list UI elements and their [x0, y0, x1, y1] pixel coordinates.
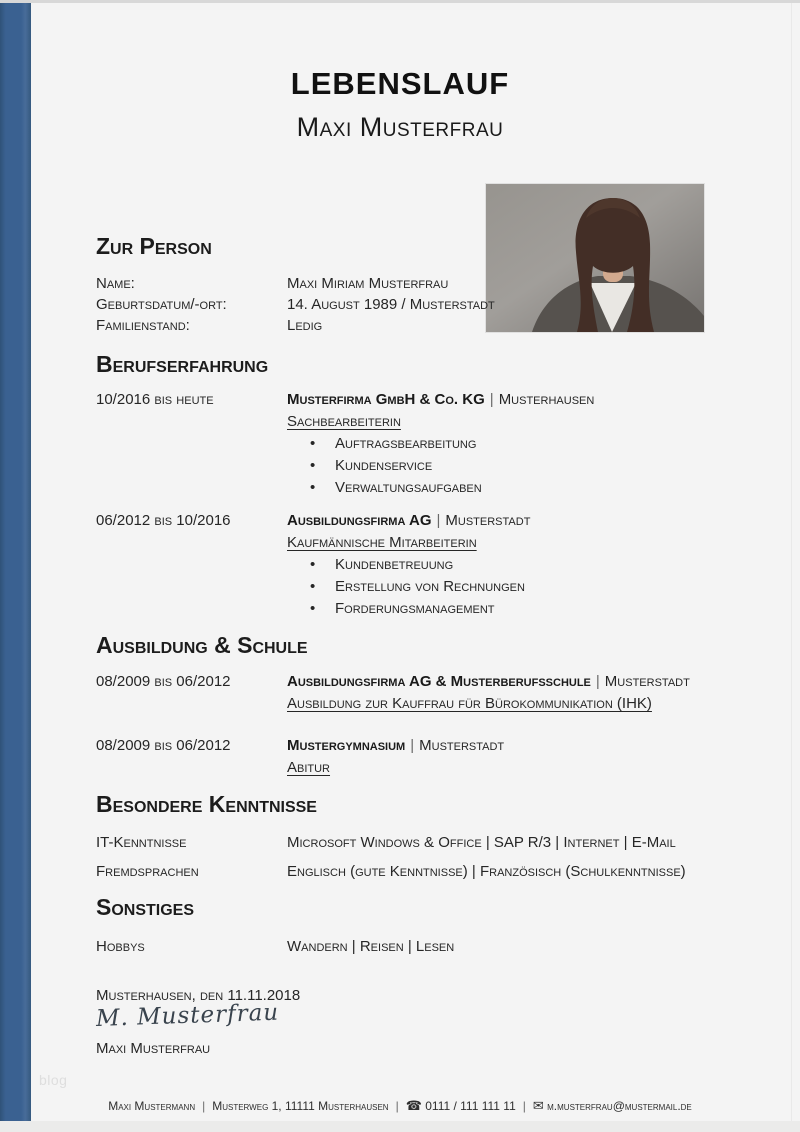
page-title: LEBENSLAUF [290, 66, 510, 101]
row-value: 14. August 1989 / Musterstadt [287, 296, 495, 313]
entry-role: Abitur [287, 759, 331, 776]
row-value: Microsoft Windows & Office | SAP R/3 | Internet | E-Mail [287, 834, 676, 851]
footer-address: Musterweg 1, 11111 Musterhausen [212, 1099, 389, 1113]
bullet-item: • Auftragsbearbeitung [287, 433, 756, 455]
section-heading-berufserfahrung: Berufserfahrung [96, 351, 269, 377]
entry-company: Ausbildungsfirma AG [287, 512, 432, 529]
signature-handwriting: M. Musterfrau [95, 999, 280, 1032]
misc-row-hobbys [96, 936, 756, 957]
entry-bullets [287, 433, 756, 499]
separator: | [522, 1099, 526, 1113]
envelope-icon: ✉ [532, 1098, 544, 1113]
entry-role: Ausbildung zur Kauffrau für Bürokommunikation (IHK) [287, 695, 652, 712]
section-heading-ausbildung: Ausbildung & Schule [96, 632, 308, 658]
row-label: Fremdsprachen [96, 863, 199, 880]
entry-details [287, 389, 756, 499]
bullet-item: • Kundenservice [287, 455, 756, 477]
entry-details [287, 735, 756, 779]
footer-email: m.musterfrau@mustermail.de [547, 1099, 692, 1113]
entry-company-line [287, 671, 756, 693]
main-content [96, 0, 756, 1132]
experience-entry-2 [96, 510, 756, 620]
page-right-edge [791, 3, 792, 1121]
phone-icon: ☎ [405, 1098, 422, 1113]
entry-company-line [287, 389, 756, 411]
education-entry-2 [96, 735, 756, 779]
entry-period: 10/2016 bis heute [96, 391, 214, 408]
separator: | [489, 391, 494, 408]
entry-period: 08/2009 bis 06/2012 [96, 737, 231, 754]
separator: | [595, 673, 600, 690]
separator: | [436, 512, 441, 529]
place-and-date: Musterhausen, den 11.11.2018 [96, 987, 301, 1004]
experience-entry-1 [96, 389, 756, 499]
entry-company: Ausbildungsfirma AG & Musterberufsschule [287, 673, 591, 690]
entry-details [287, 671, 756, 715]
section-heading-kenntnisse: Besondere Kenntnisse [96, 791, 317, 817]
bullet-item: • Kundenbetreuung [287, 554, 756, 576]
entry-role: Kaufmännische Mitarbeiterin [287, 534, 477, 551]
entry-period: 08/2009 bis 06/2012 [96, 673, 231, 690]
footer-phone: 0111 / 111 111 11 [425, 1099, 516, 1113]
bullet-item: • Verwaltungsaufgaben [287, 477, 756, 499]
separator: | [395, 1099, 399, 1113]
signature-printed-name: Maxi Musterfrau [96, 1040, 211, 1057]
bullet-item: • Forderungsmanagement [287, 598, 756, 620]
entry-location: Musterstadt [419, 737, 505, 754]
bullet-item: • Erstellung von Rechnungen [287, 576, 756, 598]
entry-company-line [287, 735, 756, 757]
education-entry-1 [96, 671, 756, 715]
row-value: Wandern | Reisen | Lesen [287, 938, 455, 955]
entry-role: Sachbearbeiterin [287, 413, 401, 430]
row-value: Englisch (gute Kenntnisse) | Französisch (Schulkenntnisse) [287, 863, 686, 880]
section-heading-sonstiges: Sonstiges [96, 894, 195, 920]
row-value: Maxi Miriam Musterfrau [287, 275, 449, 292]
blog-watermark: blog [39, 1072, 68, 1088]
row-label: Geburtsdatum/-ort: [96, 296, 227, 313]
separator: | [410, 737, 415, 754]
row-label: Familienstand: [96, 317, 190, 334]
accent-sidebar [0, 3, 31, 1121]
entry-bullets [287, 554, 756, 620]
row-value: Ledig [287, 317, 323, 334]
entry-details [287, 510, 756, 620]
entry-company-line [287, 510, 756, 532]
footer-name: Maxi Mustermann [108, 1099, 196, 1113]
section-heading-zur-person: Zur Person [96, 233, 212, 259]
skills-row-it [96, 832, 756, 853]
person-row-marital [96, 315, 756, 336]
entry-company: Mustergymnasium [287, 737, 406, 754]
row-label: IT-Kenntnisse [96, 834, 187, 851]
person-row-birth [96, 294, 756, 315]
person-row-name [96, 273, 756, 294]
row-label: Name: [96, 275, 135, 292]
footer-contact-line [0, 1098, 800, 1114]
entry-location: Musterstadt [604, 673, 690, 690]
skills-row-languages [96, 861, 756, 882]
separator: | [202, 1099, 206, 1113]
entry-location: Musterhausen [498, 391, 595, 408]
row-label: Hobbys [96, 938, 145, 955]
entry-company: Musterfirma GmbH & Co. KG [287, 391, 485, 408]
entry-period: 06/2012 bis 10/2016 [96, 512, 231, 529]
entry-location: Musterstadt [445, 512, 531, 529]
applicant-name-title: Maxi Musterfrau [296, 112, 504, 142]
